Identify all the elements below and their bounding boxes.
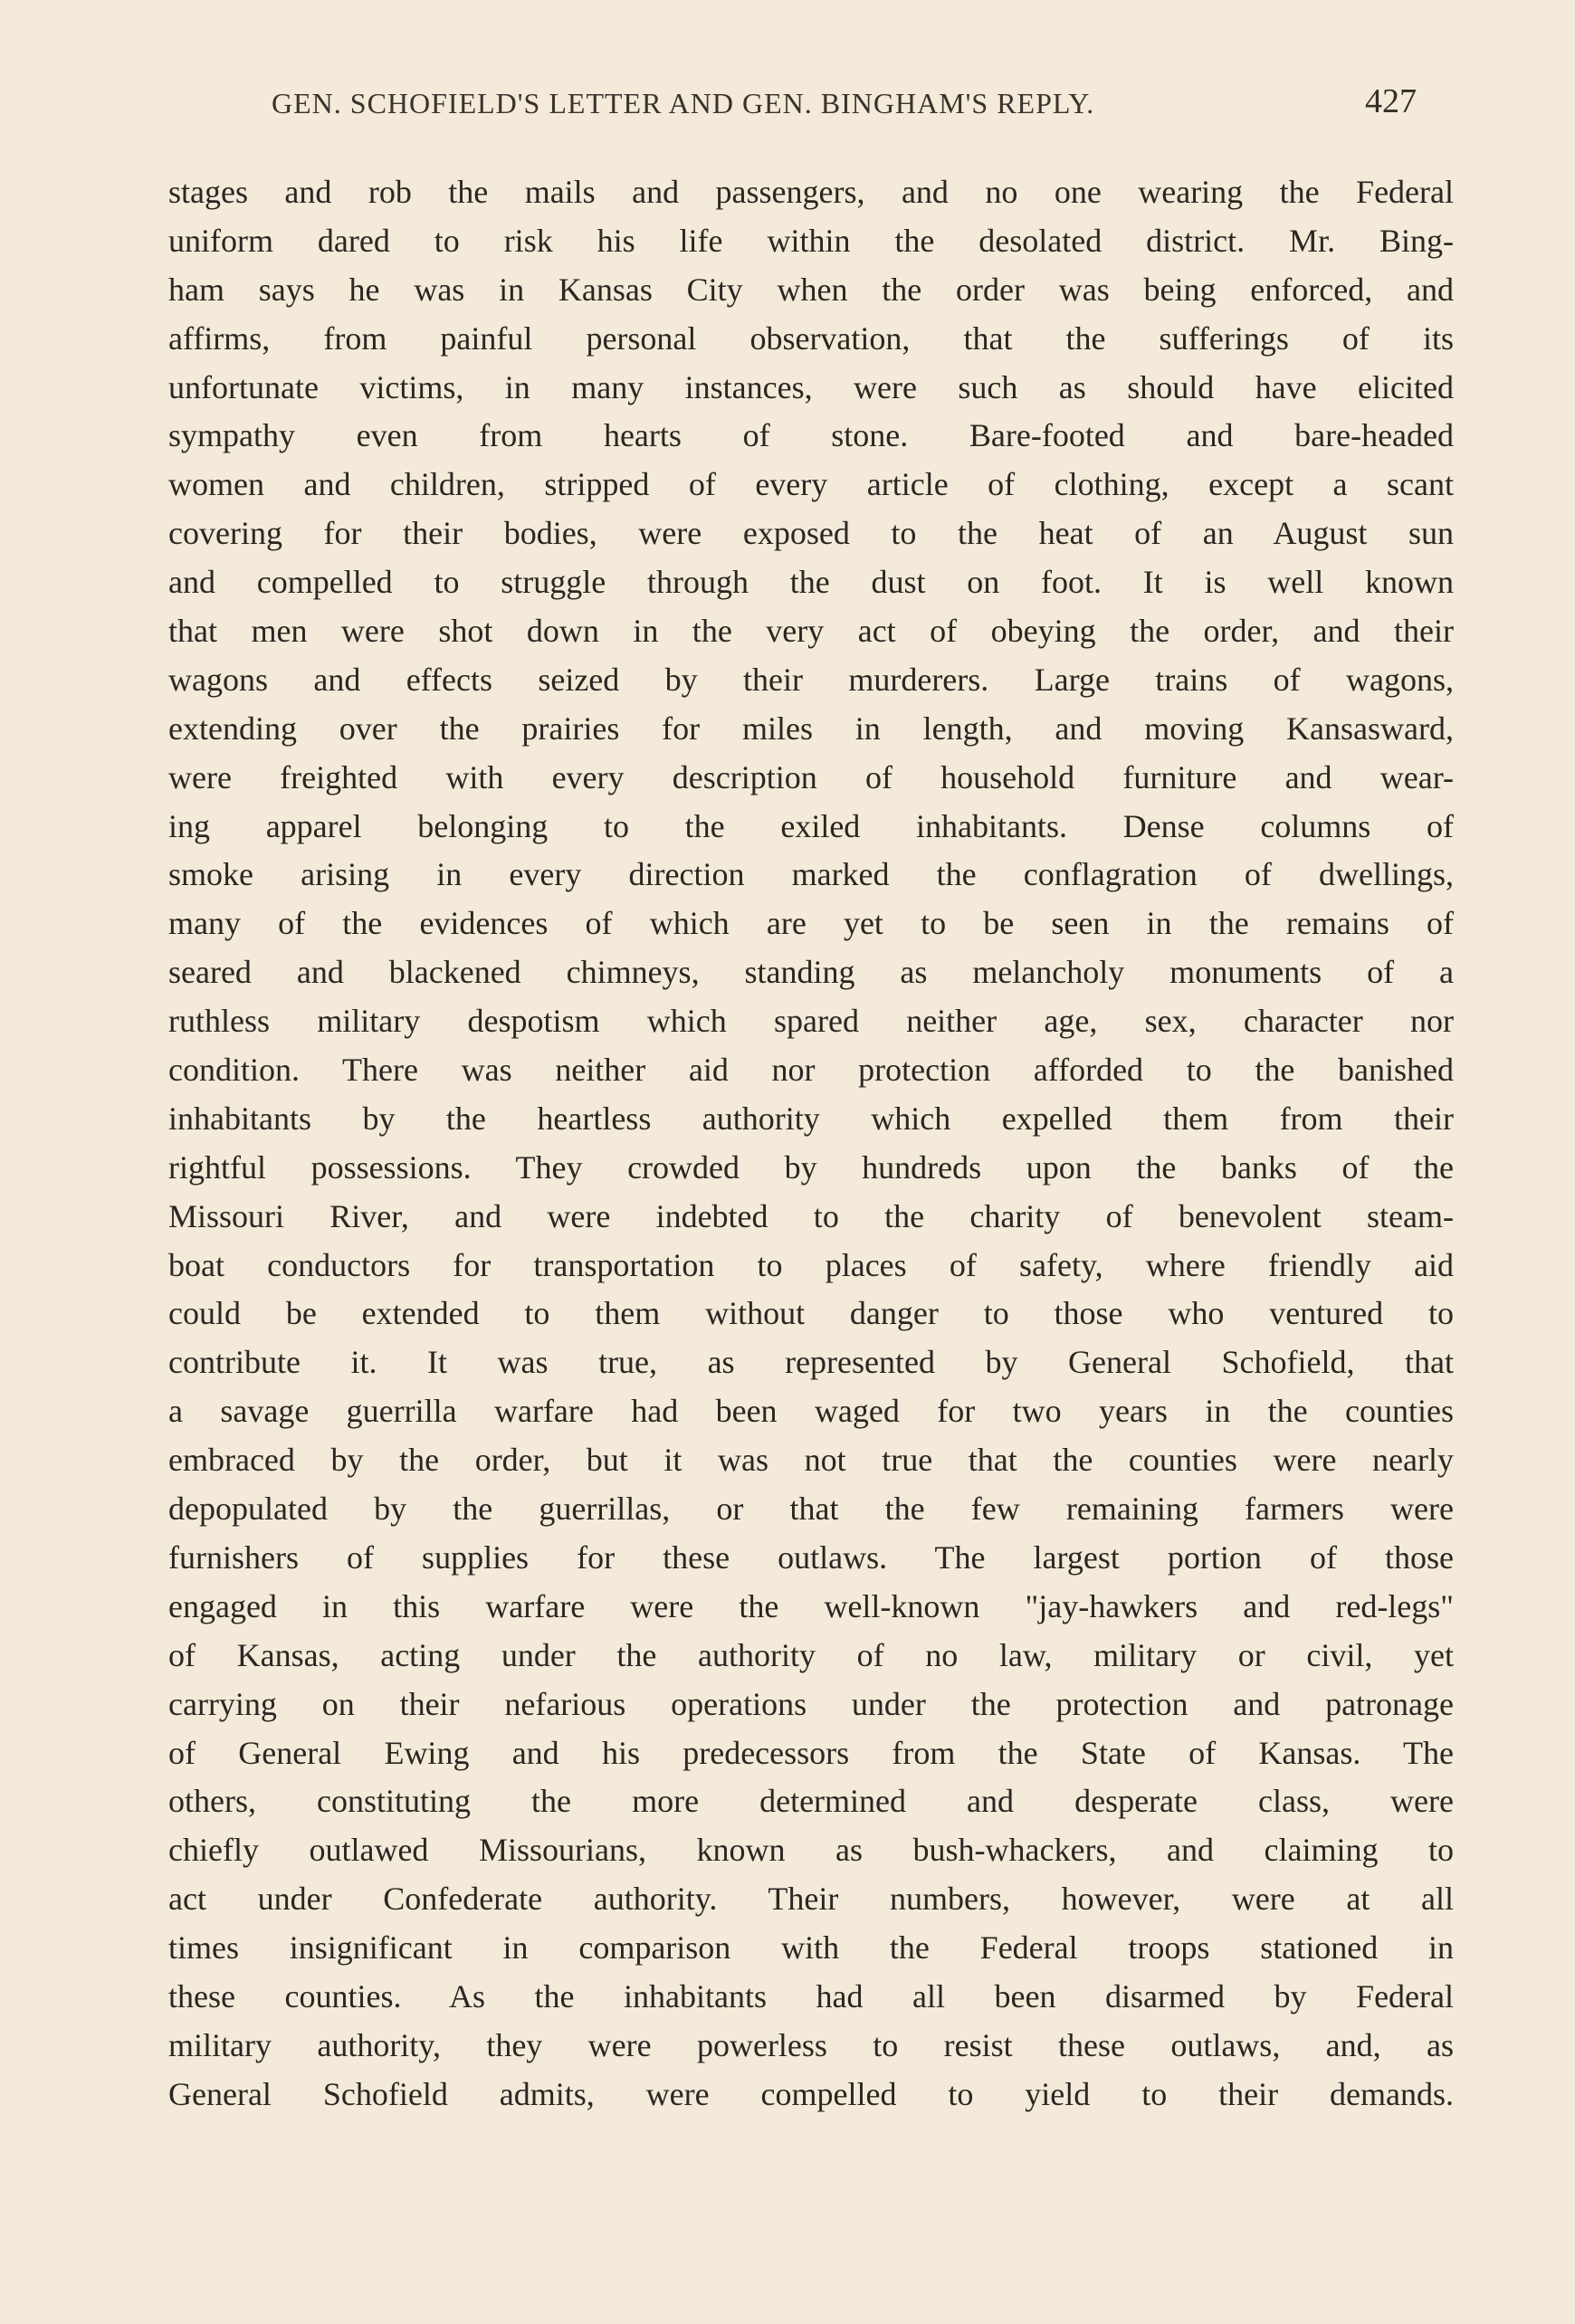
text-line: uniform dared to risk his life within the desolated district. Mr. Bing- — [168, 222, 1454, 259]
text-line: stages and rob the mails and passengers, and no one wearing the Federal — [168, 174, 1454, 210]
body-text — [168, 168, 1454, 2119]
text-line: ham says he was in Kansas City when the order was being enforced, and — [168, 271, 1454, 308]
text-line: condition. There was neither aid nor protection afforded to the banished — [168, 1052, 1454, 1089]
text-line: chiefly outlawed Missourians, known as bush-whackers, and claiming to — [168, 1832, 1454, 1869]
text-line: covering for their bodies, were exposed to the heat of an August sun — [168, 515, 1454, 552]
text-line: General Schofield admits, were compelled to yield to their demands. — [168, 2075, 1454, 2112]
text-line: of General Ewing and his predecessors from the State of Kansas. The — [168, 1734, 1454, 1771]
text-line: embraced by the order, but it was not true that the counties were nearly — [168, 1442, 1454, 1479]
text-line: seared and blackened chimneys, standing as melancholy monuments of a — [168, 954, 1454, 991]
text-line: contribute it. It was true, as represented by General Schofield, that — [168, 1344, 1454, 1381]
text-line: many of the evidences of which are yet to be seen in the remains of — [168, 905, 1454, 942]
text-line: unfortunate victims, in many instances, were such as should have elicited — [168, 368, 1454, 405]
page-number: 427 — [1365, 82, 1417, 120]
text-line: could be extended to them without danger to those who ventured to — [168, 1295, 1454, 1332]
text-line: sympathy even from hearts of stone. Bare-footed and bare-headed — [168, 417, 1454, 454]
text-line: inhabitants by the heartless authority which expelled them from their — [168, 1100, 1454, 1137]
text-line: Missouri River, and were indebted to the charity of benevolent steam- — [168, 1197, 1454, 1234]
text-line: carrying on their nefarious operations under the protection and patronage — [168, 1685, 1454, 1722]
text-line: a savage guerrilla warfare had been waged for two years in the counties — [168, 1393, 1454, 1430]
text-line: act under Confederate authority. Their numbers, however, were at all — [168, 1881, 1454, 1918]
text-line: boat conductors for transportation to places of safety, where friendly aid — [168, 1246, 1454, 1283]
text-line: extending over the prairies for miles in length, and moving Kansasward, — [168, 710, 1454, 747]
text-line: and compelled to struggle through the dust on foot. It is well known — [168, 564, 1454, 601]
text-line: others, constituting the more determined and desperate class, were — [168, 1783, 1454, 1820]
text-line: rightful possessions. They crowded by hundreds upon the banks of the — [168, 1148, 1454, 1186]
running-title: GEN. SCHOFIELD'S LETTER AND GEN. BINGHAM'S REPLY. — [272, 87, 1095, 119]
text-line: of Kansas, acting under the authority of no law, military or civil, yet — [168, 1636, 1454, 1673]
text-line: women and children, stripped of every article of clothing, except a scant — [168, 466, 1454, 503]
text-line: these counties. As the inhabitants had all been disarmed by Federal — [168, 1977, 1454, 2014]
text-line: ing apparel belonging to the exiled inhabitants. Dense columns of — [168, 807, 1454, 844]
text-line: were freighted with every description of household furniture and wear- — [168, 758, 1454, 795]
text-line: smoke arising in every direction marked the conflagration of dwellings, — [168, 856, 1454, 893]
text-line: furnishers of supplies for these outlaws. The largest portion of those — [168, 1538, 1454, 1576]
text-line: military authority, they were powerless to resist these outlaws, and, as — [168, 2026, 1454, 2063]
text-line: depopulated by the guerrillas, or that the few remaining farmers were — [168, 1491, 1454, 1528]
text-line: that men were shot down in the very act of obeying the order, and their — [168, 613, 1454, 650]
text-line: times insignificant in comparison with the Federal troops stationed in — [168, 1929, 1454, 1967]
text-line: wagons and effects seized by their murderers. Large trains of wagons, — [168, 661, 1454, 698]
text-line: engaged in this warfare were the well-known "jay-hawkers and red-legs" — [168, 1587, 1454, 1624]
text-line: affirms, from painful personal observation, that the sufferings of its — [168, 319, 1454, 357]
text-line: ruthless military despotism which spared neither age, sex, character nor — [168, 1003, 1454, 1040]
